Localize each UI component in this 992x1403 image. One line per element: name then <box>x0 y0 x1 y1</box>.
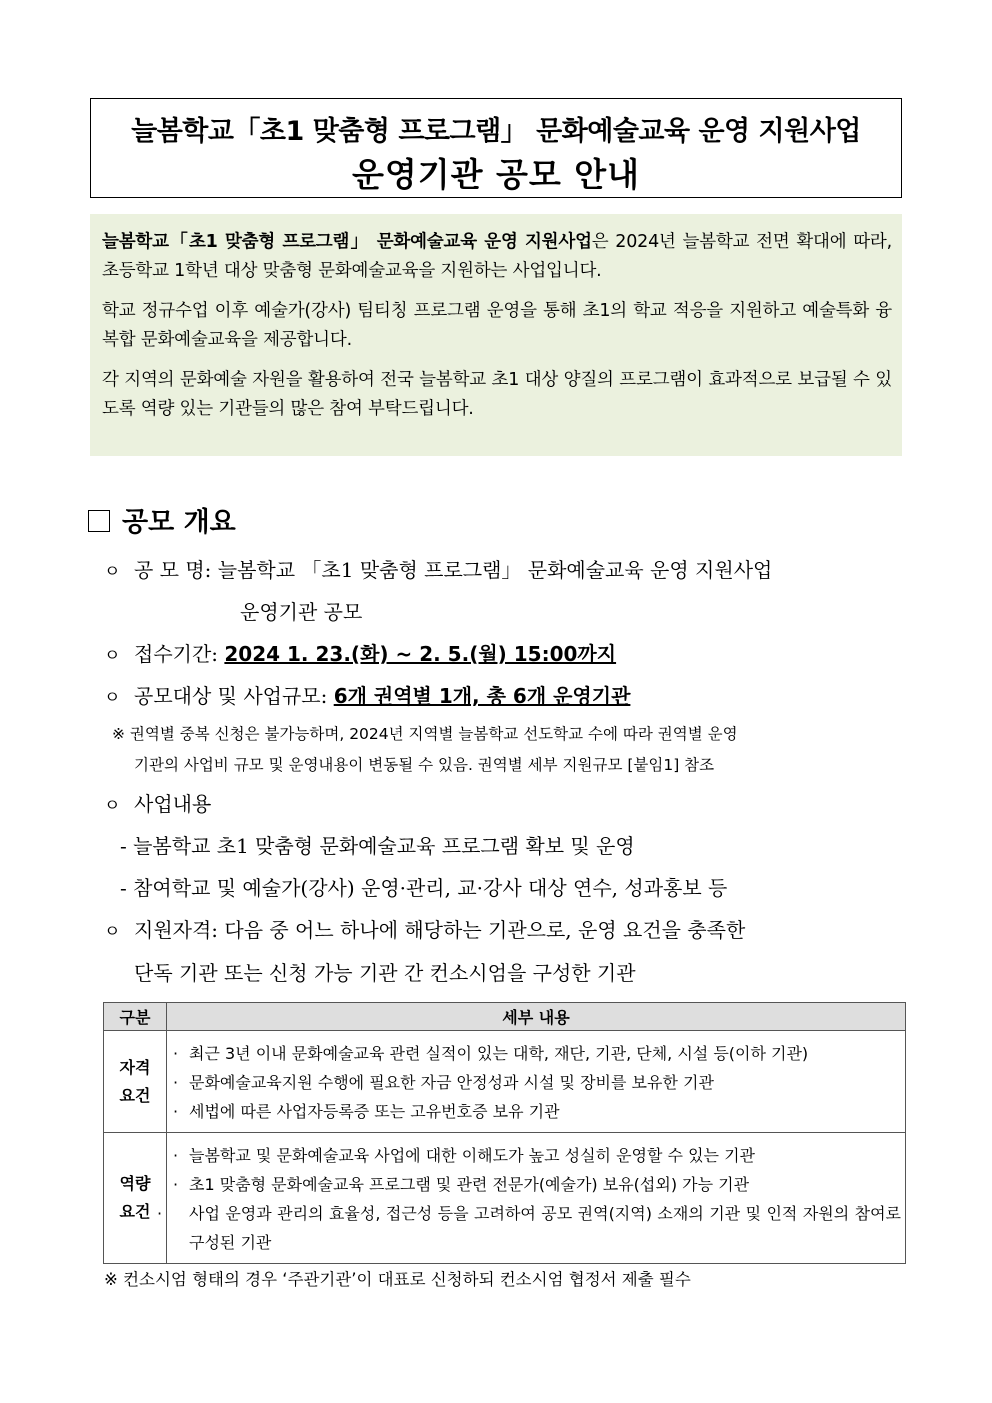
content-label: 사업내용 <box>134 792 212 816</box>
detail-item <box>173 1039 901 1068</box>
overview-name-row <box>104 554 772 583</box>
checkbox-square-icon <box>88 510 110 532</box>
table-row <box>104 1031 906 1133</box>
item-marker: · <box>173 1175 179 1194</box>
detail-item-text: 초1 맞춤형 문화예술교육 프로그램 및 관련 전문가(예술가) 보유(섭외) 가능 기관 <box>189 1175 750 1194</box>
period-label: 접수기간: <box>134 642 219 666</box>
row-category-line-1: 자격 <box>119 1057 151 1077</box>
table-row <box>104 1133 906 1264</box>
table-header-details: 세부 내용 <box>167 1003 906 1031</box>
name-value: 늘봄학교 「초1 맞춤형 프로그램」 문화예술교육 운영 지원사업 <box>217 558 773 582</box>
name-label: 공 모 명: <box>134 558 212 582</box>
content-item-2: - 참여학교 및 예술가(강사) 운영·관리, 교·강사 대상 연수, 성과홍보 등 <box>120 876 728 900</box>
circle-bullet-icon: ㅇ <box>104 688 121 708</box>
title-line-2: 운영기관 공모 안내 <box>351 155 640 194</box>
detail-item <box>173 1170 901 1199</box>
intro-paragraph-2: 학교 정규수업 이후 예술가(강사) 팀티칭 프로그램 운영을 통해 초1의 학교 적응을 지원하고 예술특화 융복합 문화예술교육을 제공합니다. <box>102 301 892 350</box>
intro-paragraph-1-text: 은 2024년 늘봄학교 전면 확대에 따라, 초등학교 1학년 대상 맞춤형 문화예술교육을 지원하는 사업입니다. <box>102 232 892 281</box>
row-category <box>104 1031 167 1133</box>
overview-qualification-row <box>104 914 745 943</box>
target-note-line-2: 기관의 사업비 규모 및 운영내용이 변동될 수 있음. 권역별 세부 지원규모 [붙임1] 참조 <box>134 756 715 774</box>
period-value: 2024 1. 23.(화) ~ 2. 5.(월) 15:00까지 <box>224 642 617 666</box>
item-marker: · <box>173 1044 179 1063</box>
requirements-table <box>103 1002 906 1264</box>
target-label: 공모대상 및 사업규모: <box>134 684 328 708</box>
item-marker: · <box>173 1146 179 1165</box>
overview-period-row <box>104 638 616 667</box>
detail-item-text: 문화예술교육지원 수행에 필요한 자금 안정성과 시설 및 장비를 보유한 기관 <box>189 1073 714 1092</box>
qualification-text: 지원자격: 다음 중 어느 하나에 해당하는 기관으로, 운영 요건을 충족한 <box>134 918 746 942</box>
table-header-row <box>104 1003 906 1031</box>
detail-item <box>173 1141 901 1170</box>
section-heading-text: 공모 개요 <box>122 507 236 538</box>
row-details <box>157 1133 906 1264</box>
intro-box <box>90 214 902 456</box>
footnote: ※ 컨소시엄 형태의 경우 ‘주관기관’이 대표로 신청하되 컨소시엄 협정서 제출 필수 <box>104 1270 691 1289</box>
circle-bullet-icon: ㅇ <box>104 646 121 666</box>
item-marker: · <box>173 1102 179 1121</box>
row-category-line-1: 역량 <box>119 1174 151 1193</box>
detail-item <box>157 1199 901 1257</box>
name-value-continued: 운영기관 공모 <box>240 600 363 624</box>
circle-bullet-icon: ㅇ <box>104 796 121 816</box>
intro-paragraph-1 <box>102 228 892 286</box>
overview-target-row <box>104 680 630 709</box>
detail-item-text: 세법에 따른 사업자등록증 또는 고유번호증 보유 기관 <box>189 1102 560 1121</box>
title-line-1: 늘봄학교「초1 맞춤형 프로그램」 문화예술교육 운영 지원사업 <box>131 116 861 147</box>
table-header-category: 구분 <box>104 1003 167 1031</box>
item-marker: · <box>173 1073 179 1092</box>
detail-item-text: 사업 운영과 관리의 효율성, 접근성 등을 고려하여 공모 권역(지역) 소재의 기관 및 인적 자원의 참여로 구성된 기관 <box>189 1204 901 1252</box>
target-value: 6개 권역별 1개, 총 6개 운영기관 <box>333 684 631 708</box>
item-marker: · <box>157 1204 163 1223</box>
section-heading <box>88 500 236 539</box>
detail-item <box>173 1068 901 1097</box>
detail-item <box>173 1097 901 1126</box>
row-category <box>104 1133 167 1264</box>
circle-bullet-icon: ㅇ <box>104 562 121 582</box>
target-note-line-1: ※ 권역별 중복 신청은 불가능하며, 2024년 지역별 늘봄학교 선도학교 수에 따라 권역별 운영 <box>112 725 738 743</box>
content-item-1: - 늘봄학교 초1 맞춤형 문화예술교육 프로그램 확보 및 운영 <box>120 834 635 858</box>
row-details <box>167 1031 906 1133</box>
title-box <box>90 98 902 198</box>
circle-bullet-icon: ㅇ <box>104 922 121 942</box>
qualification-text-continued: 단독 기관 또는 신청 가능 기관 간 컨소시엄을 구성한 기관 <box>134 961 636 985</box>
detail-item-text: 최근 3년 이내 문화예술교육 관련 실적이 있는 대학, 재단, 기관, 단체, 시설 등(이하 기관) <box>189 1044 809 1063</box>
detail-item-text: 늘봄학교 및 문화예술교육 사업에 대한 이해도가 높고 성실히 운영할 수 있는 기관 <box>189 1146 755 1165</box>
overview-content-row <box>104 788 211 817</box>
row-category-line-2: 요건 <box>119 1085 151 1105</box>
row-category-line-2: 요건 <box>119 1202 151 1221</box>
intro-paragraph-3: 각 지역의 문화예술 자원을 활용하여 전국 늘봄학교 초1 대상 양질의 프로그램이 효과적으로 보급될 수 있도록 역량 있는 기관들의 많은 참여 부탁드립니다. <box>102 370 892 419</box>
intro-program-name: 늘봄학교「초1 맞춤형 프로그램」 문화예술교육 운영 지원사업 <box>102 232 592 252</box>
